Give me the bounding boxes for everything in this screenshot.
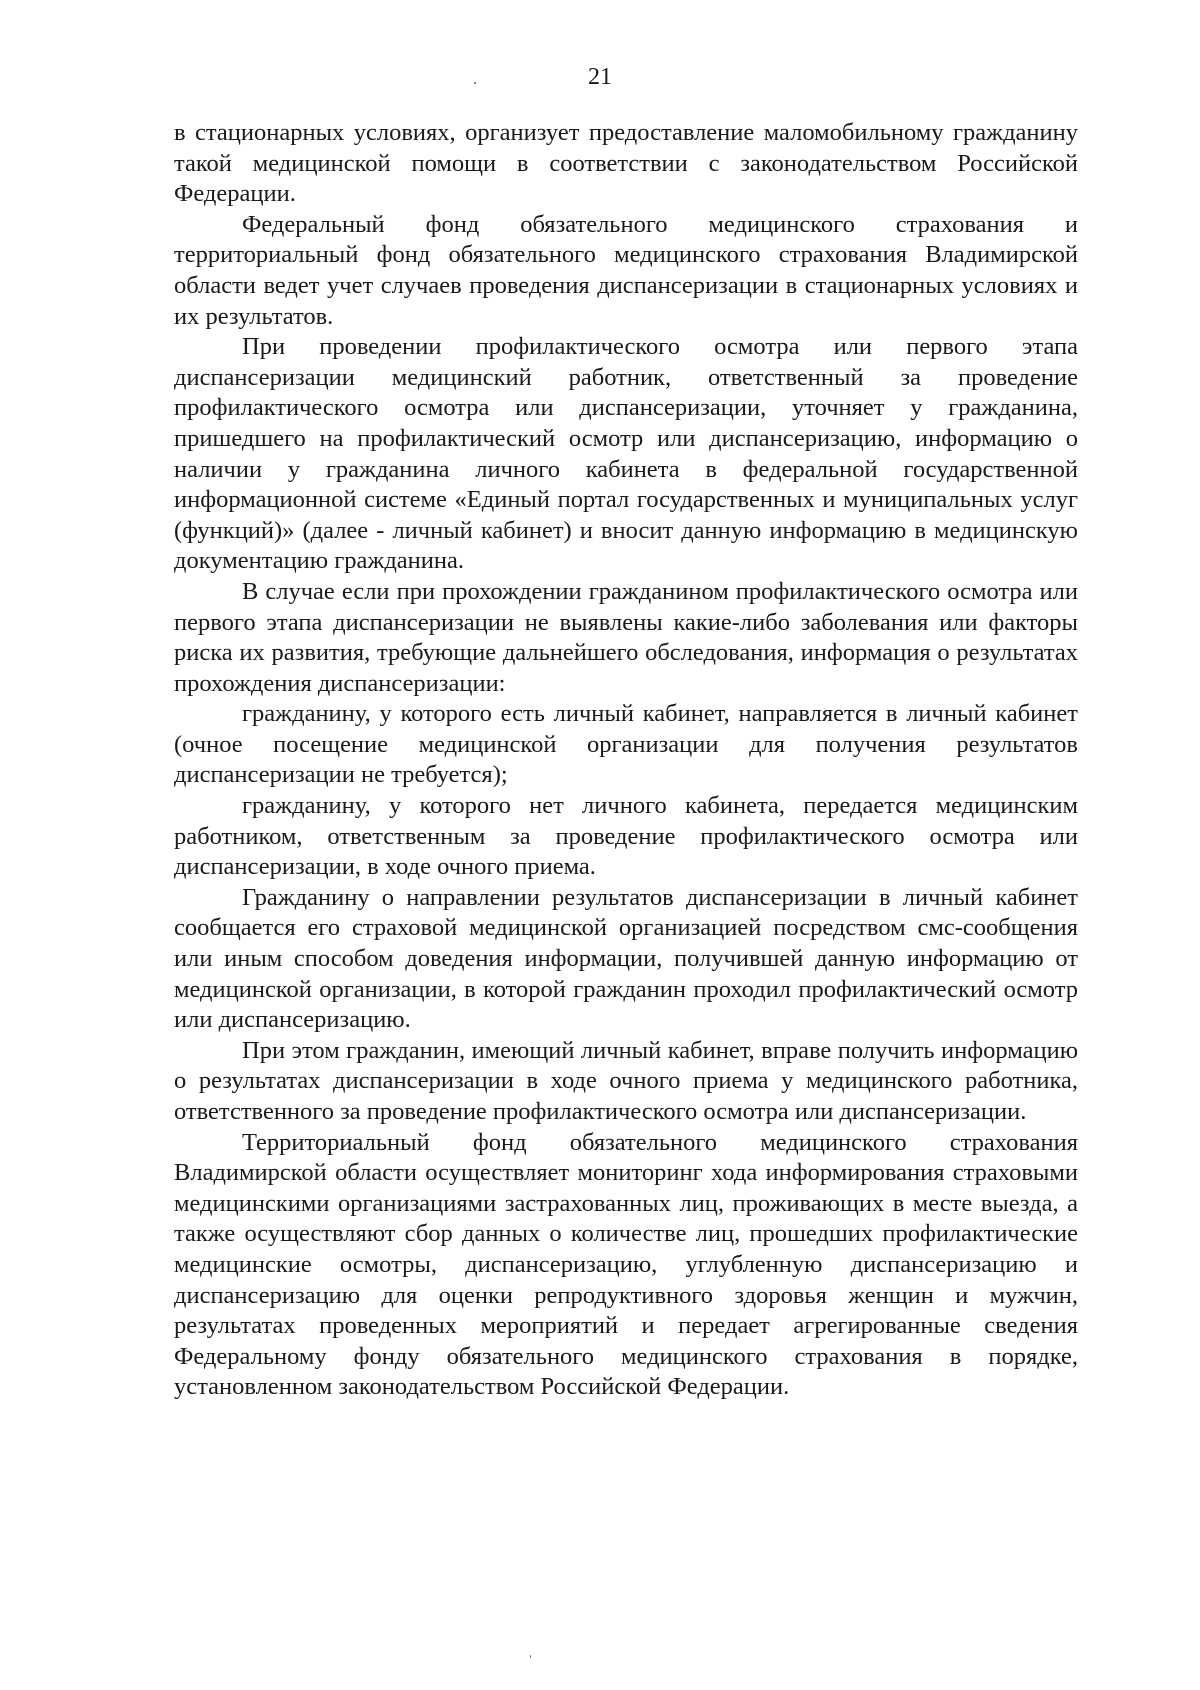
paragraph: Территориальный фонд обязательного медицинского страхования Владимирской области осуществляет мониторинг хода информирования страховыми медицинскими организациями застрахованных лиц, проживающих в месте выезда, а также осуществляют сбор данных о количестве лиц, прошедших профилактические медицинские осмотры, диспансеризацию, углубленную диспансеризацию и диспансеризацию для оценки репродуктивного здоровья женщин и мужчин, результатах проведенных мероприятий и передает агрегированные сведения Федеральному фонду обязательного медицинского страхования в порядке, установленном законодательством Российской Федерации. <box>174 1128 1078 1401</box>
paragraph: При этом гражданин, имеющий личный кабинет, вправе получить информацию о результатах диспансеризации в ходе очного приема у медицинского работника, ответственного за проведение профилактического осмотра или диспансеризации. <box>174 1036 1078 1125</box>
paragraph: в стационарных условиях, организует предоставление маломобильному гражданину такой медицинской помощи в соответствии с законодательством Российской Федерации. <box>174 119 1078 208</box>
paragraph: Гражданину о направлении результатов диспансеризации в личный кабинет сообщается его страховой медицинской организацией посредством смс-сообщения или иным способом доведения информации, получившей данную информацию от медицинской организации, в которой гражданин проходил профилактический осмотр или диспансеризацию. <box>174 883 1078 1034</box>
scan-speck <box>530 1655 531 1658</box>
paragraph: В случае если при прохождении гражданином профилактического осмотра или первого этапа диспансеризации не выявлены какие-либо заболевания или факторы риска их развития, требующие дальнейшего обследования, информация о результатах прохождения диспансеризации: <box>174 577 1078 697</box>
page-number: 21 <box>588 64 612 90</box>
paragraph: При проведении профилактического осмотра или первого этапа диспансеризации медицинский работник, ответственный за проведение профилактического осмотра или диспансеризации, уточняет у гражданина, пришедшего на профилактический осмотр или диспансеризацию, информацию о наличии у гражданина личного кабинета в федеральной государственной информационной системе «Единый портал государственных и муниципальных услуг (функций)» (далее - личный кабинет) и вносит данную информацию в медицинскую документацию гражданина. <box>174 333 1078 575</box>
paragraph: Федеральный фонд обязательного медицинского страхования и территориальный фонд обязательного медицинского страхования Владимирской области ведет учет случаев проведения диспансеризации в стационарных условиях и их результатов. <box>174 210 1078 330</box>
paragraph: гражданину, у которого есть личный кабинет, направляется в личный кабинет (очное посещение медицинской организации для получения результатов диспансеризации не требуется); <box>174 700 1078 789</box>
paragraph: гражданину, у которого нет личного кабинета, передается медицинским работником, ответственным за проведение профилактического осмотра или диспансеризации, в ходе очного приема. <box>174 792 1078 881</box>
document-body <box>174 118 1078 1403</box>
scan-speck <box>474 82 476 84</box>
